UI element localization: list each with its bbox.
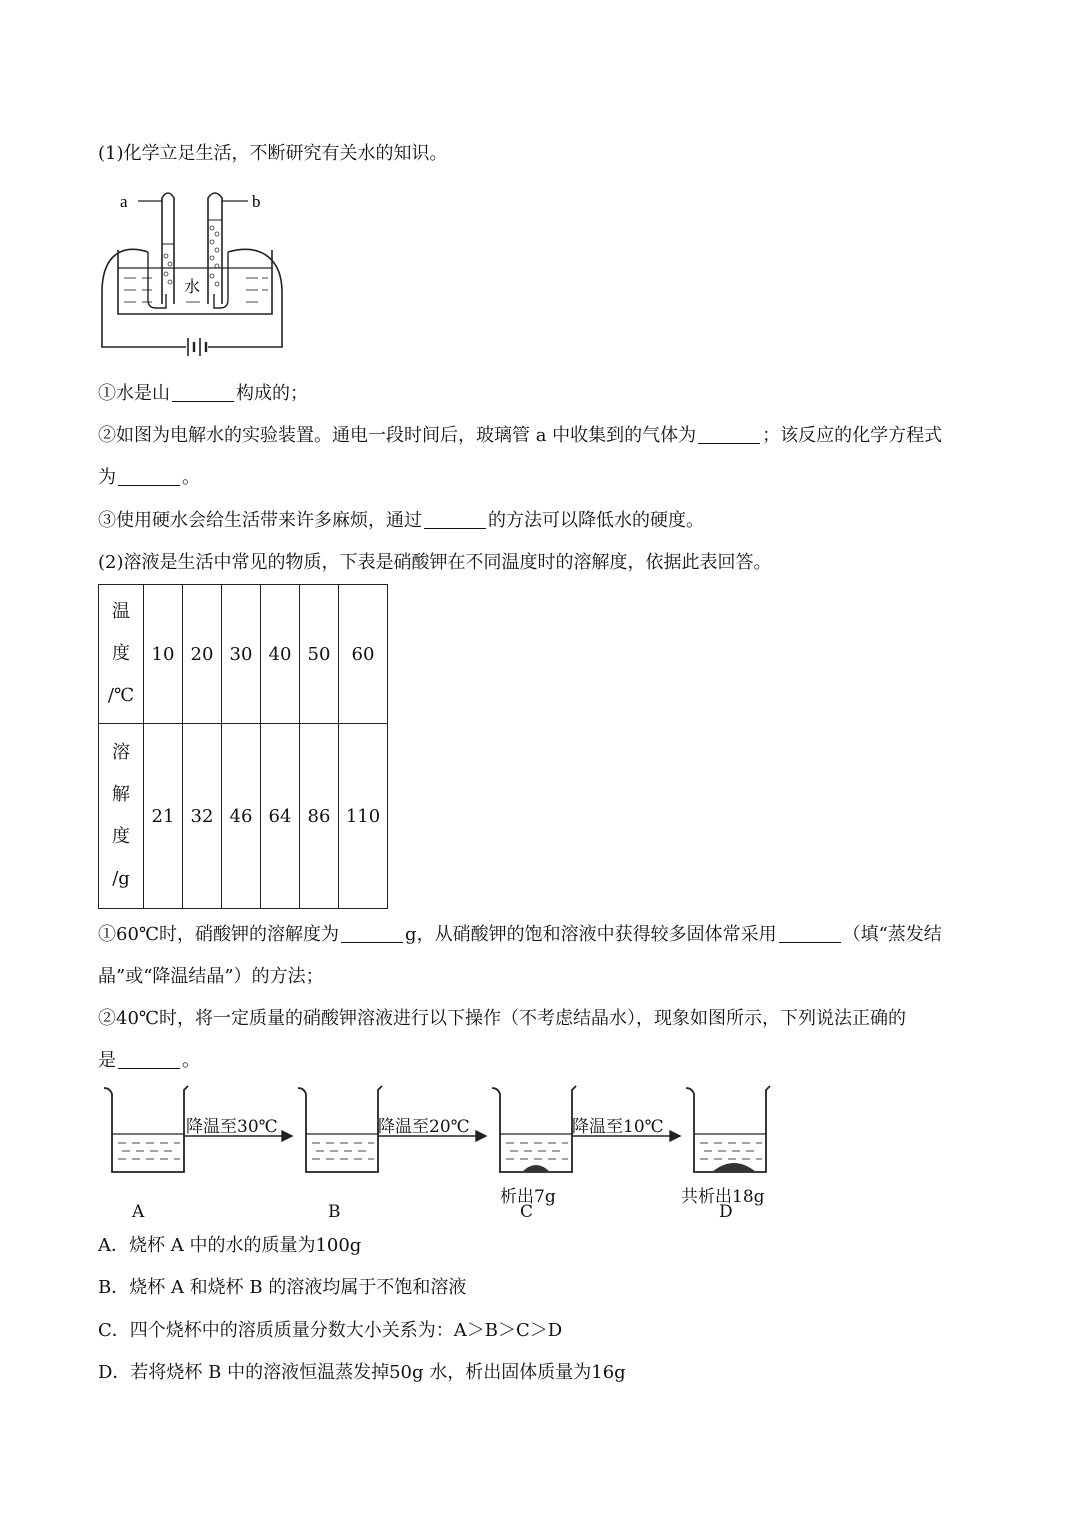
beaker-c xyxy=(492,1086,576,1172)
table-cell: 64 xyxy=(261,724,300,909)
table-cell: 86 xyxy=(300,724,339,909)
crystals-d xyxy=(712,1163,756,1172)
header-char: /g xyxy=(112,868,130,889)
part1-q2-post: ；该反应的化学方程式 xyxy=(762,425,943,446)
table-cell: 60 xyxy=(339,585,388,724)
part2-q1 xyxy=(98,924,942,946)
table-header-solubility xyxy=(99,724,144,909)
arrow-label-3: 降温至10℃ xyxy=(572,1117,664,1137)
option-c[interactable]: C．四个烧杯中的溶质质量分数大小关系为：A＞B＞C＞D xyxy=(98,1320,563,1341)
part1-q1-pre: ①水是山 xyxy=(98,383,170,404)
part1-q2 xyxy=(98,425,942,447)
crystals-c xyxy=(522,1165,550,1172)
header-char: 温 xyxy=(112,601,130,622)
table-row-solubility xyxy=(99,724,388,909)
beaker-label-a: A xyxy=(132,1202,145,1222)
label-b: b xyxy=(252,192,261,211)
part1-q2-line2-post: 。 xyxy=(182,467,200,488)
part1-q2-line2-pre: 为 xyxy=(98,467,116,488)
header-char: /℃ xyxy=(107,685,135,706)
part1-q3-post: 的方法可以降低水的硬度。 xyxy=(488,510,704,531)
beaker-d xyxy=(686,1086,770,1172)
part2-q1-mid: g，从硝酸钾的饱和溶液中获得较多固体常采用 xyxy=(405,924,777,945)
answer-blank[interactable] xyxy=(424,510,486,529)
table-cell: 20 xyxy=(183,585,222,724)
table-cell: 110 xyxy=(339,724,388,909)
part2-q1-line2: 晶”或“降温结晶”）的方法； xyxy=(98,966,324,987)
part2-intro: (2)溶液是生活中常见的物质，下表是硝酸钾在不同温度时的溶解度，依据此表回答。 xyxy=(98,552,772,573)
table-cell: 21 xyxy=(144,724,183,909)
header-char: 解 xyxy=(112,784,130,805)
answer-blank[interactable] xyxy=(779,924,841,943)
electrolysis-diagram xyxy=(96,182,296,362)
part2-q2-line2 xyxy=(98,1050,200,1072)
table-cell: 30 xyxy=(222,585,261,724)
beaker-a xyxy=(104,1086,188,1172)
water-label: 水 xyxy=(184,277,201,296)
label-a: a xyxy=(120,192,128,211)
part2-q2-line2-post: 。 xyxy=(182,1050,200,1071)
header-char: 溶 xyxy=(112,742,130,763)
table-cell: 10 xyxy=(144,585,183,724)
arrow-label-2: 降温至20℃ xyxy=(378,1117,470,1137)
note-c: 析出7g xyxy=(500,1187,556,1207)
table-cell: 46 xyxy=(222,724,261,909)
option-a[interactable]: A．烧杯 A 中的水的质量为100g xyxy=(98,1235,362,1256)
part1-q3 xyxy=(98,510,704,532)
part2-q2-line2-pre: 是 xyxy=(98,1050,116,1071)
table-cell: 50 xyxy=(300,585,339,724)
arrow-label-1: 降温至30℃ xyxy=(186,1117,278,1137)
answer-blank[interactable] xyxy=(698,425,760,444)
part1-q1 xyxy=(98,383,308,405)
option-d[interactable]: D．若将烧杯 B 中的溶液恒温蒸发掉50g 水，析出固体质量为16g xyxy=(98,1362,626,1383)
beaker-label-c: C xyxy=(520,1202,534,1222)
answer-blank[interactable] xyxy=(118,467,180,486)
note-d: 共析出18g xyxy=(681,1187,765,1207)
answer-blank[interactable] xyxy=(341,924,403,943)
part1-q1-post: 构成的； xyxy=(236,383,308,404)
part1-q2-pre: ②如图为电解水的实验装置。通电一段时间后，玻璃管 a 中收集到的气体为 xyxy=(98,425,697,446)
part2-q2: ②40℃时，将一定质量的硝酸钾溶液进行以下操作（不考虑结晶水），现象如图所示，下列说法正确的 xyxy=(98,1008,907,1029)
part2-q1-pre: ①60℃时，硝酸钾的溶解度为 xyxy=(98,924,340,945)
part1-q3-pre: ③使用硬水会给生活带来许多麻烦，通过 xyxy=(98,510,422,531)
table-cell: 40 xyxy=(261,585,300,724)
table-cell: 32 xyxy=(183,724,222,909)
solubility-table xyxy=(98,584,388,909)
table-row-temperature xyxy=(99,585,388,724)
beaker-b xyxy=(298,1086,382,1172)
beaker-label-b: B xyxy=(328,1202,341,1222)
table-header-temperature xyxy=(99,585,144,724)
header-char: 度 xyxy=(112,826,130,847)
header-char: 度 xyxy=(112,643,130,664)
part1-intro: (1)化学立足生活，不断研究有关水的知识。 xyxy=(98,143,448,164)
option-b[interactable]: B．烧杯 A 和烧杯 B 的溶液均属于不饱和溶液 xyxy=(98,1277,467,1298)
part2-q1-post: （填“蒸发结 xyxy=(842,924,942,945)
answer-blank[interactable] xyxy=(172,383,234,402)
answer-blank[interactable] xyxy=(118,1050,180,1069)
part1-q2-line2 xyxy=(98,467,200,489)
beaker-label-d: D xyxy=(719,1202,733,1222)
